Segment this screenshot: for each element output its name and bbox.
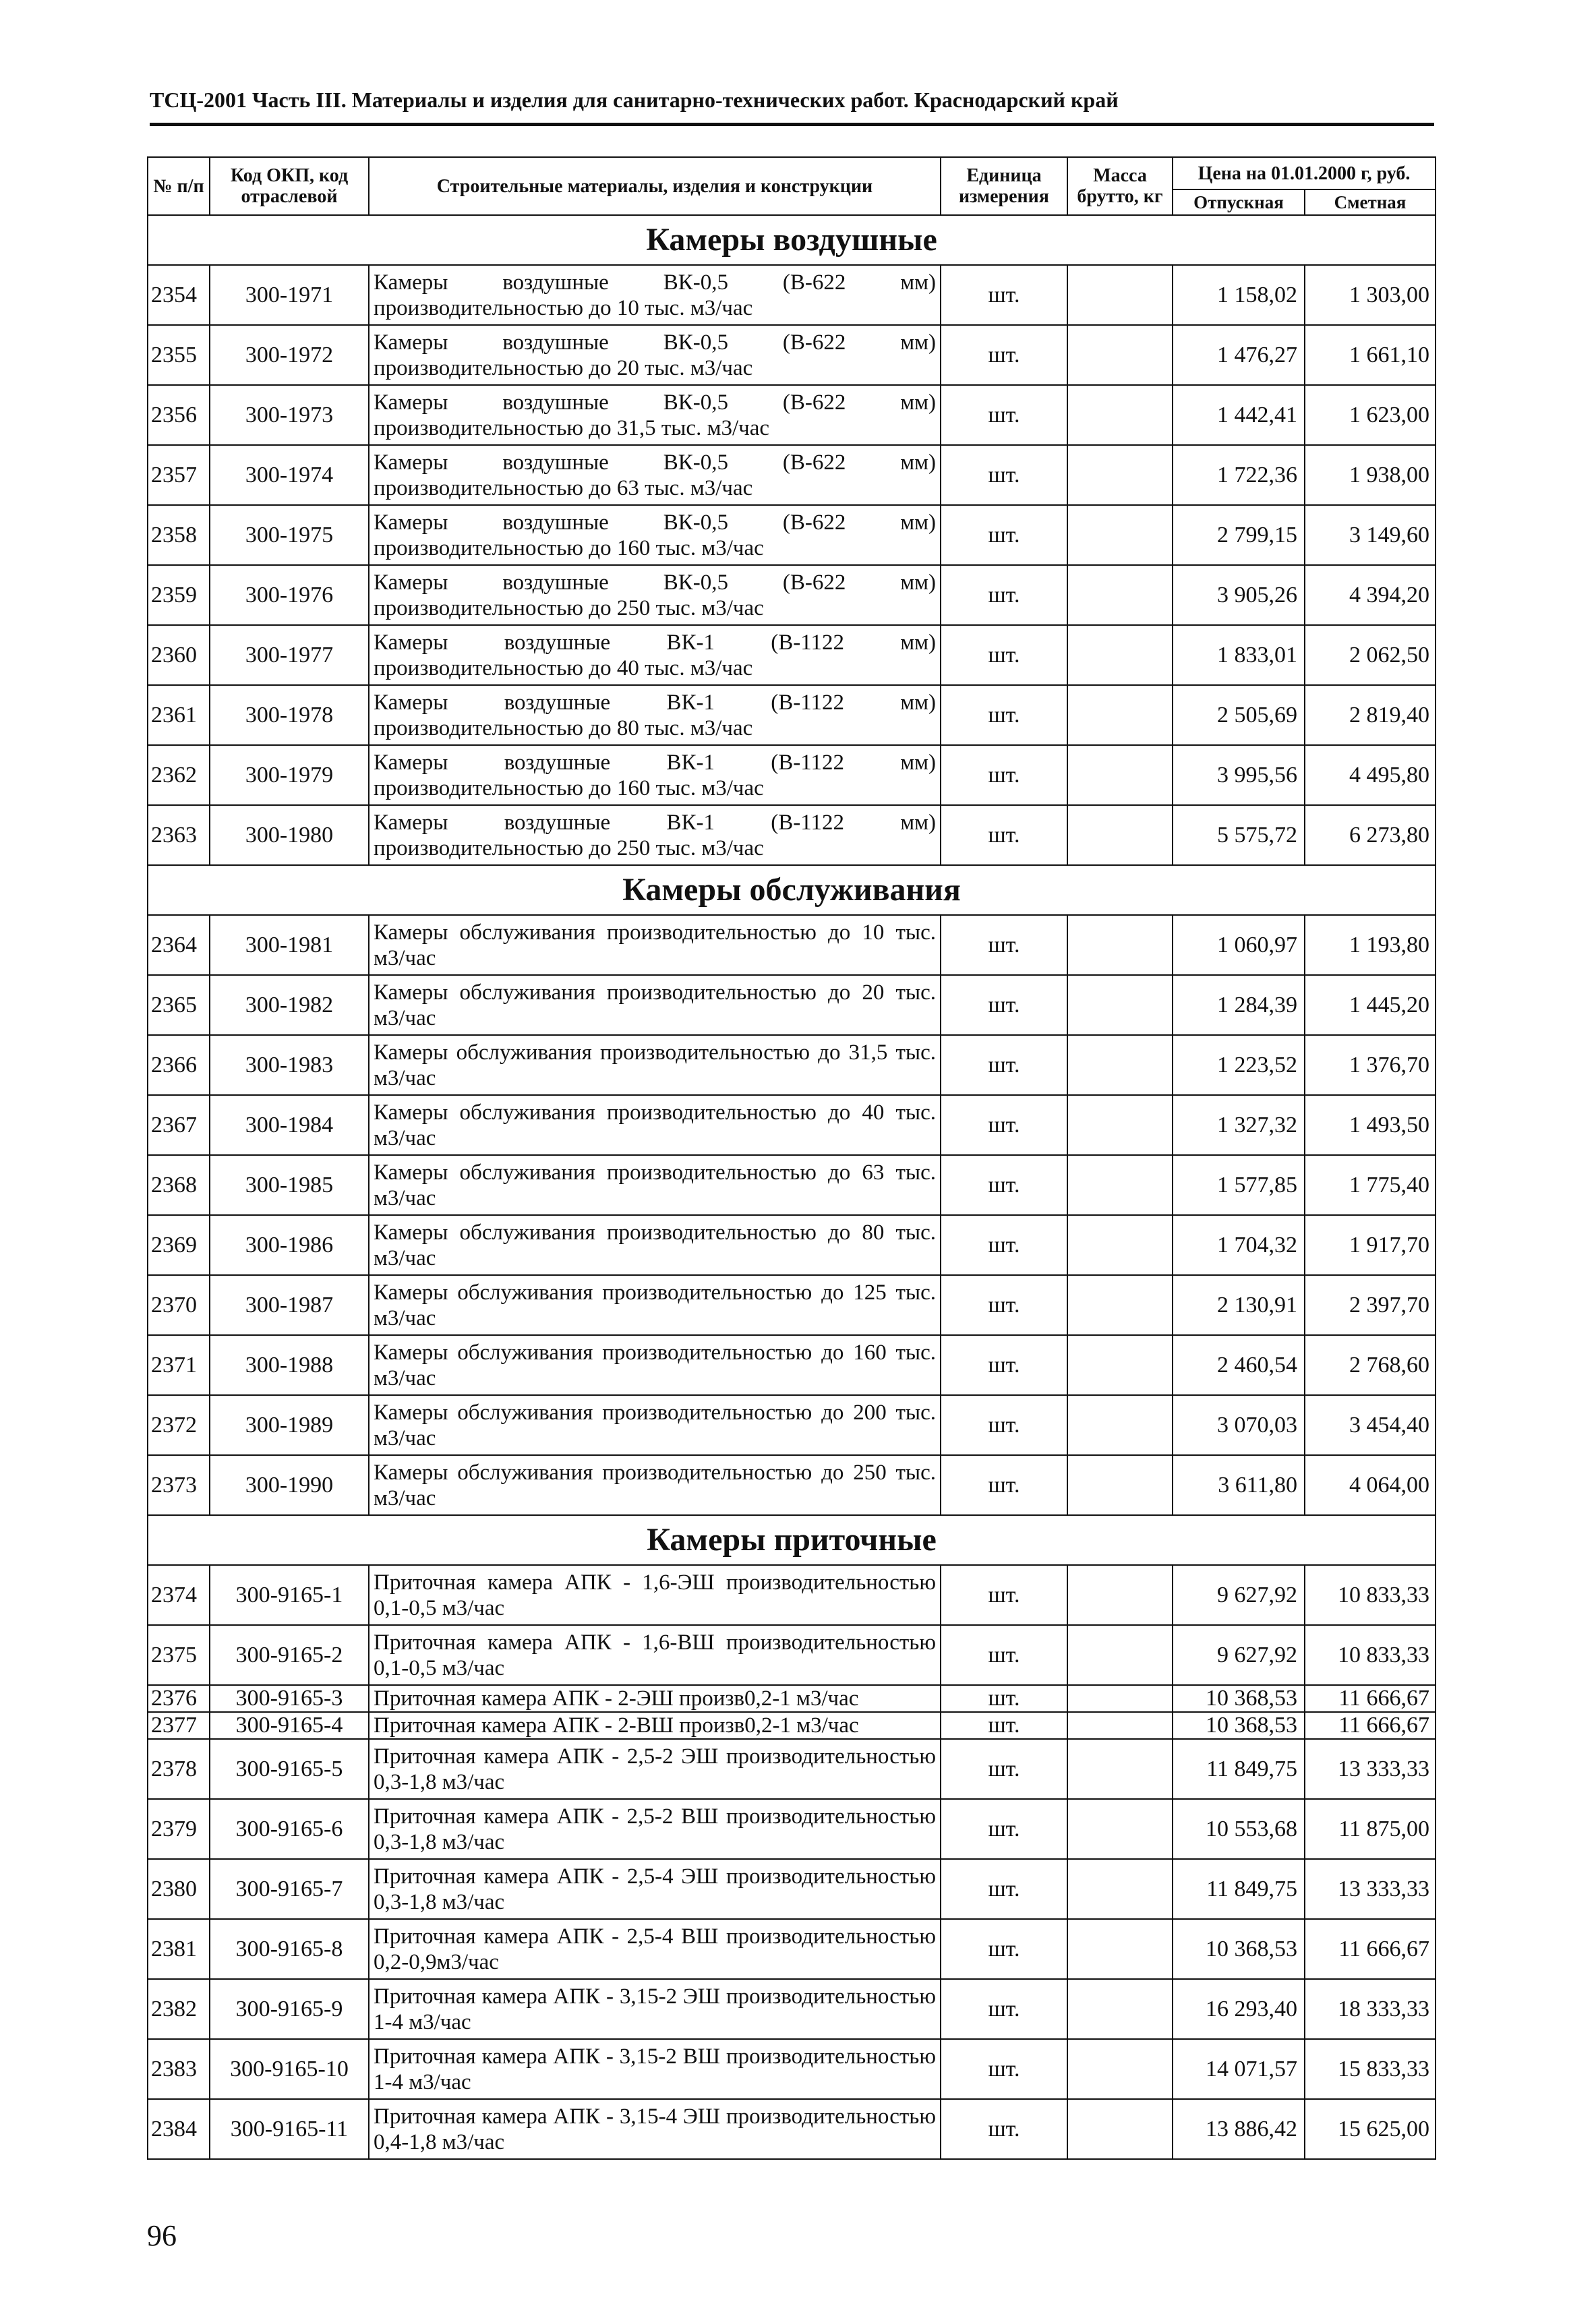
row-price-estimate: 10 833,33: [1305, 1565, 1436, 1625]
row-number: 2373: [148, 1455, 210, 1515]
row-name: Камеры обслуживания производительностью до 200 тыс. м3/час: [369, 1395, 941, 1455]
table-row: [148, 2039, 1436, 2099]
row-mass: [1067, 1625, 1173, 1685]
row-name: Приточная камера АПК - 1,6-ЭШ производительностью 0,1-0,5 м3/час: [369, 1565, 941, 1625]
row-name: Приточная камера АПК - 3,15-2 ВШ производительностью 1-4 м3/час: [369, 2039, 941, 2099]
table-row: [148, 1859, 1436, 1919]
row-mass: [1067, 445, 1173, 505]
row-number: 2361: [148, 685, 210, 745]
header-unit: Единица измерения: [941, 157, 1067, 215]
row-name: Камеры воздушные ВК-1 (В-1122 мм) производительностью до 250 тыс. м3/час: [369, 805, 941, 865]
row-code: 300-9165-3: [210, 1685, 369, 1712]
row-number: 2365: [148, 975, 210, 1035]
row-name: Приточная камера АПК - 2-ЭШ произв0,2-1 м3/час: [369, 1685, 941, 1712]
row-code: 300-1973: [210, 385, 369, 445]
row-unit: шт.: [941, 1859, 1067, 1919]
row-mass: [1067, 1712, 1173, 1739]
row-price-release: 2 799,15: [1173, 505, 1305, 565]
row-mass: [1067, 1335, 1173, 1395]
row-number: 2367: [148, 1095, 210, 1155]
row-number: 2363: [148, 805, 210, 865]
row-mass: [1067, 1565, 1173, 1625]
row-name: Камеры воздушные ВК-1 (В-1122 мм) производительностью до 160 тыс. м3/час: [369, 745, 941, 805]
row-name: Камеры воздушные ВК-0,5 (В-622 мм) производительностью до 63 тыс. м3/час: [369, 445, 941, 505]
row-number: 2369: [148, 1215, 210, 1275]
row-number: 2368: [148, 1155, 210, 1215]
table-row: [148, 1712, 1436, 1739]
row-number: 2364: [148, 915, 210, 975]
row-code: 300-9165-11: [210, 2099, 369, 2159]
row-name: Приточная камера АПК - 2,5-2 ВШ производительностью 0,3-1,8 м3/час: [369, 1799, 941, 1859]
row-price-estimate: 6 273,80: [1305, 805, 1436, 865]
row-mass: [1067, 975, 1173, 1035]
row-unit: шт.: [941, 2039, 1067, 2099]
row-price-release: 3 070,03: [1173, 1395, 1305, 1455]
row-code: 300-1976: [210, 565, 369, 625]
row-mass: [1067, 1155, 1173, 1215]
row-unit: шт.: [941, 1919, 1067, 1979]
row-unit: шт.: [941, 915, 1067, 975]
row-price-release: 11 849,75: [1173, 1859, 1305, 1919]
row-price-estimate: 3 454,40: [1305, 1395, 1436, 1455]
row-name: Приточная камера АПК - 3,15-4 ЭШ производительностью 0,4-1,8 м3/час: [369, 2099, 941, 2159]
row-mass: [1067, 1739, 1173, 1799]
row-mass: [1067, 1799, 1173, 1859]
row-mass: [1067, 265, 1173, 325]
row-unit: шт.: [941, 505, 1067, 565]
row-price-release: 1 577,85: [1173, 1155, 1305, 1215]
row-mass: [1067, 745, 1173, 805]
row-price-release: 9 627,92: [1173, 1565, 1305, 1625]
row-unit: шт.: [941, 975, 1067, 1035]
table-row: [148, 1215, 1436, 1275]
row-mass: [1067, 565, 1173, 625]
row-number: 2382: [148, 1979, 210, 2039]
row-code: 300-1986: [210, 1215, 369, 1275]
row-price-release: 1 704,32: [1173, 1215, 1305, 1275]
row-code: 300-1989: [210, 1395, 369, 1455]
row-code: 300-9165-9: [210, 1979, 369, 2039]
row-price-estimate: 1 303,00: [1305, 265, 1436, 325]
row-mass: [1067, 1215, 1173, 1275]
row-price-estimate: 18 333,33: [1305, 1979, 1436, 2039]
row-price-estimate: 1 775,40: [1305, 1155, 1436, 1215]
row-price-estimate: 15 625,00: [1305, 2099, 1436, 2159]
table-row: [148, 975, 1436, 1035]
row-mass: [1067, 625, 1173, 685]
row-price-estimate: 11 666,67: [1305, 1712, 1436, 1739]
row-code: 300-1975: [210, 505, 369, 565]
row-unit: шт.: [941, 745, 1067, 805]
row-price-release: 14 071,57: [1173, 2039, 1305, 2099]
row-number: 2362: [148, 745, 210, 805]
table-row: [148, 1979, 1436, 2039]
row-price-release: 1 223,52: [1173, 1035, 1305, 1095]
row-mass: [1067, 685, 1173, 745]
row-mass: [1067, 2039, 1173, 2099]
row-unit: шт.: [941, 805, 1067, 865]
row-price-release: 9 627,92: [1173, 1625, 1305, 1685]
row-unit: шт.: [941, 1685, 1067, 1712]
row-code: 300-1981: [210, 915, 369, 975]
row-price-estimate: 4 495,80: [1305, 745, 1436, 805]
table-row: [148, 1395, 1436, 1455]
row-number: 2358: [148, 505, 210, 565]
row-name: Камеры обслуживания производительностью до 63 тыс. м3/час: [369, 1155, 941, 1215]
row-price-release: 10 368,53: [1173, 1919, 1305, 1979]
row-code: 300-1988: [210, 1335, 369, 1395]
row-mass: [1067, 325, 1173, 385]
table-body: [148, 215, 1436, 2159]
page-header: ТСЦ-2001 Часть III. Материалы и изделия для санитарно-технических работ. Краснодарский край: [150, 88, 1119, 112]
row-code: 300-1972: [210, 325, 369, 385]
table-row: [148, 1625, 1436, 1685]
section-row: [148, 215, 1436, 265]
row-unit: шт.: [941, 1215, 1067, 1275]
table-row: [148, 915, 1436, 975]
row-number: 2357: [148, 445, 210, 505]
row-price-estimate: 3 149,60: [1305, 505, 1436, 565]
row-name: Камеры обслуживания производительностью до 10 тыс. м3/час: [369, 915, 941, 975]
row-mass: [1067, 505, 1173, 565]
table-row: [148, 325, 1436, 385]
row-unit: шт.: [941, 1625, 1067, 1685]
row-unit: шт.: [941, 1455, 1067, 1515]
row-number: 2384: [148, 2099, 210, 2159]
row-unit: шт.: [941, 385, 1067, 445]
row-price-estimate: 1 376,70: [1305, 1035, 1436, 1095]
row-number: 2360: [148, 625, 210, 685]
table-row: [148, 805, 1436, 865]
header-num: № п/п: [148, 157, 210, 215]
row-price-release: 2 505,69: [1173, 685, 1305, 745]
row-number: 2355: [148, 325, 210, 385]
row-unit: шт.: [941, 2099, 1067, 2159]
row-code: 300-1978: [210, 685, 369, 745]
section-title: Камеры приточные: [148, 1515, 1436, 1565]
row-price-release: 1 327,32: [1173, 1095, 1305, 1155]
table-row: [148, 1919, 1436, 1979]
table-row: [148, 1095, 1436, 1155]
row-code: 300-1985: [210, 1155, 369, 1215]
row-price-release: 5 575,72: [1173, 805, 1305, 865]
row-price-estimate: 1 193,80: [1305, 915, 1436, 975]
row-name: Камеры воздушные ВК-0,5 (В-622 мм) производительностью до 160 тыс. м3/час: [369, 505, 941, 565]
row-price-estimate: 1 445,20: [1305, 975, 1436, 1035]
row-number: 2376: [148, 1685, 210, 1712]
row-code: 300-1983: [210, 1035, 369, 1095]
row-number: 2371: [148, 1335, 210, 1395]
row-price-estimate: 11 875,00: [1305, 1799, 1436, 1859]
row-code: 300-1971: [210, 265, 369, 325]
row-price-estimate: 2 062,50: [1305, 625, 1436, 685]
row-price-release: 3 905,26: [1173, 565, 1305, 625]
row-price-release: 10 553,68: [1173, 1799, 1305, 1859]
row-price-release: 1 060,97: [1173, 915, 1305, 975]
row-name: Приточная камера АПК - 2,5-4 ВШ производительностью 0,2-0,9м3/час: [369, 1919, 941, 1979]
row-mass: [1067, 1979, 1173, 2039]
row-mass: [1067, 1395, 1173, 1455]
table-row: [148, 745, 1436, 805]
section-title: Камеры воздушные: [148, 215, 1436, 265]
row-price-release: 11 849,75: [1173, 1739, 1305, 1799]
row-unit: шт.: [941, 1565, 1067, 1625]
row-number: 2377: [148, 1712, 210, 1739]
row-price-release: 3 995,56: [1173, 745, 1305, 805]
row-name: Камеры воздушные ВК-1 (В-1122 мм) производительностью до 40 тыс. м3/час: [369, 625, 941, 685]
row-price-estimate: 4 064,00: [1305, 1455, 1436, 1515]
row-code: 300-1979: [210, 745, 369, 805]
row-unit: шт.: [941, 1095, 1067, 1155]
table-row: [148, 1275, 1436, 1335]
row-price-estimate: 11 666,67: [1305, 1685, 1436, 1712]
row-unit: шт.: [941, 1155, 1067, 1215]
table-row: [148, 1739, 1436, 1799]
table-row: [148, 1685, 1436, 1712]
table-row: [148, 1799, 1436, 1859]
row-number: 2375: [148, 1625, 210, 1685]
row-name: Камеры обслуживания производительностью до 250 тыс. м3/час: [369, 1455, 941, 1515]
row-mass: [1067, 1455, 1173, 1515]
row-code: 300-9165-6: [210, 1799, 369, 1859]
header-code: Код ОКП, код отраслевой: [210, 157, 369, 215]
row-number: 2356: [148, 385, 210, 445]
section-row: [148, 1515, 1436, 1565]
table-row: [148, 1155, 1436, 1215]
row-unit: шт.: [941, 1035, 1067, 1095]
row-mass: [1067, 805, 1173, 865]
row-mass: [1067, 2099, 1173, 2159]
row-mass: [1067, 1919, 1173, 1979]
row-code: 300-9165-1: [210, 1565, 369, 1625]
row-price-release: 2 130,91: [1173, 1275, 1305, 1335]
row-price-estimate: 2 768,60: [1305, 1335, 1436, 1395]
table-row: [148, 625, 1436, 685]
row-price-estimate: 15 833,33: [1305, 2039, 1436, 2099]
price-table: [147, 156, 1436, 2160]
row-code: 300-9165-5: [210, 1739, 369, 1799]
row-price-release: 1 158,02: [1173, 265, 1305, 325]
row-price-estimate: 2 397,70: [1305, 1275, 1436, 1335]
row-price-estimate: 13 333,33: [1305, 1739, 1436, 1799]
row-name: Приточная камера АПК - 3,15-2 ЭШ производительностью 1-4 м3/час: [369, 1979, 941, 2039]
row-number: 2370: [148, 1275, 210, 1335]
row-name: Приточная камера АПК - 2,5-2 ЭШ производительностью 0,3-1,8 м3/час: [369, 1739, 941, 1799]
row-code: 300-1982: [210, 975, 369, 1035]
header-name: Строительные материалы, изделия и конструкции: [369, 157, 941, 215]
row-unit: шт.: [941, 1395, 1067, 1455]
header-mass: Масса брутто, кг: [1067, 157, 1173, 215]
table-row: [148, 505, 1436, 565]
section-title: Камеры обслуживания: [148, 865, 1436, 915]
row-price-estimate: 1 623,00: [1305, 385, 1436, 445]
row-code: 300-9165-4: [210, 1712, 369, 1739]
row-code: 300-1980: [210, 805, 369, 865]
row-price-release: 2 460,54: [1173, 1335, 1305, 1395]
row-price-release: 13 886,42: [1173, 2099, 1305, 2159]
row-price-release: 1 833,01: [1173, 625, 1305, 685]
row-unit: шт.: [941, 1979, 1067, 2039]
row-name: Камеры обслуживания производительностью до 160 тыс. м3/час: [369, 1335, 941, 1395]
row-code: 300-9165-7: [210, 1859, 369, 1919]
row-price-release: 1 722,36: [1173, 445, 1305, 505]
row-code: 300-1990: [210, 1455, 369, 1515]
row-name: Камеры обслуживания производительностью до 20 тыс. м3/час: [369, 975, 941, 1035]
page-number: 96: [147, 2219, 177, 2252]
row-mass: [1067, 1685, 1173, 1712]
row-number: 2354: [148, 265, 210, 325]
row-name: Камеры обслуживания производительностью до 40 тыс. м3/час: [369, 1095, 941, 1155]
row-number: 2372: [148, 1395, 210, 1455]
row-mass: [1067, 1275, 1173, 1335]
header-rule: [150, 123, 1434, 126]
row-name: Камеры обслуживания производительностью до 80 тыс. м3/час: [369, 1215, 941, 1275]
row-name: Камеры воздушные ВК-1 (В-1122 мм) производительностью до 80 тыс. м3/час: [369, 685, 941, 745]
row-price-estimate: 1 917,70: [1305, 1215, 1436, 1275]
row-number: 2374: [148, 1565, 210, 1625]
row-unit: шт.: [941, 265, 1067, 325]
row-name: Камеры воздушные ВК-0,5 (В-622 мм) производительностью до 20 тыс. м3/час: [369, 325, 941, 385]
row-unit: шт.: [941, 1275, 1067, 1335]
row-mass: [1067, 385, 1173, 445]
row-price-estimate: 1 938,00: [1305, 445, 1436, 505]
row-number: 2381: [148, 1919, 210, 1979]
row-code: 300-1987: [210, 1275, 369, 1335]
row-name: Приточная камера АПК - 2,5-4 ЭШ производительностью 0,3-1,8 м3/час: [369, 1859, 941, 1919]
row-number: 2383: [148, 2039, 210, 2099]
row-mass: [1067, 1095, 1173, 1155]
row-unit: шт.: [941, 685, 1067, 745]
table-row: [148, 1455, 1436, 1515]
row-unit: шт.: [941, 625, 1067, 685]
row-code: 300-9165-8: [210, 1919, 369, 1979]
row-number: 2366: [148, 1035, 210, 1095]
row-name: Приточная камера АПК - 1,6-ВШ производительностью 0,1-0,5 м3/час: [369, 1625, 941, 1685]
row-price-release: 10 368,53: [1173, 1685, 1305, 1712]
row-price-release: 1 476,27: [1173, 325, 1305, 385]
row-name: Камеры воздушные ВК-0,5 (В-622 мм) производительностью до 250 тыс. м3/час: [369, 565, 941, 625]
row-name: Камеры воздушные ВК-0,5 (В-622 мм) производительностью до 10 тыс. м3/час: [369, 265, 941, 325]
row-number: 2378: [148, 1739, 210, 1799]
row-mass: [1067, 1035, 1173, 1095]
table-row: [148, 445, 1436, 505]
row-number: 2380: [148, 1859, 210, 1919]
row-price-release: 16 293,40: [1173, 1979, 1305, 2039]
row-price-estimate: 2 819,40: [1305, 685, 1436, 745]
row-unit: шт.: [941, 1739, 1067, 1799]
row-code: 300-1974: [210, 445, 369, 505]
row-code: 300-9165-2: [210, 1625, 369, 1685]
header-price-release: Отпускная: [1173, 189, 1305, 215]
row-price-release: 1 442,41: [1173, 385, 1305, 445]
row-code: 300-1984: [210, 1095, 369, 1155]
row-name: Камеры обслуживания производительностью до 125 тыс. м3/час: [369, 1275, 941, 1335]
table-row: [148, 565, 1436, 625]
row-price-estimate: 1 493,50: [1305, 1095, 1436, 1155]
row-price-estimate: 10 833,33: [1305, 1625, 1436, 1685]
row-name: Камеры обслуживания производительностью до 31,5 тыс. м3/час: [369, 1035, 941, 1095]
table-row: [148, 1565, 1436, 1625]
row-code: 300-1977: [210, 625, 369, 685]
row-name: Камеры воздушные ВК-0,5 (В-622 мм) производительностью до 31,5 тыс. м3/час: [369, 385, 941, 445]
row-price-estimate: 13 333,33: [1305, 1859, 1436, 1919]
row-price-estimate: 11 666,67: [1305, 1919, 1436, 1979]
row-unit: шт.: [941, 1712, 1067, 1739]
table-row: [148, 685, 1436, 745]
table-row: [148, 1335, 1436, 1395]
table-row: [148, 1035, 1436, 1095]
row-price-estimate: 4 394,20: [1305, 565, 1436, 625]
row-price-release: 10 368,53: [1173, 1712, 1305, 1739]
header-price-estimate: Сметная: [1305, 189, 1436, 215]
table-row: [148, 2099, 1436, 2159]
row-number: 2379: [148, 1799, 210, 1859]
row-price-release: 1 284,39: [1173, 975, 1305, 1035]
header-price: Цена на 01.01.2000 г, руб.: [1173, 157, 1436, 189]
row-price-release: 3 611,80: [1173, 1455, 1305, 1515]
table-row: [148, 385, 1436, 445]
row-unit: шт.: [941, 445, 1067, 505]
section-row: [148, 865, 1436, 915]
row-price-estimate: 1 661,10: [1305, 325, 1436, 385]
row-name: Приточная камера АПК - 2-ВШ произв0,2-1 м3/час: [369, 1712, 941, 1739]
row-unit: шт.: [941, 1799, 1067, 1859]
table-row: [148, 265, 1436, 325]
row-mass: [1067, 915, 1173, 975]
row-mass: [1067, 1859, 1173, 1919]
row-unit: шт.: [941, 565, 1067, 625]
row-code: 300-9165-10: [210, 2039, 369, 2099]
row-number: 2359: [148, 565, 210, 625]
row-unit: шт.: [941, 1335, 1067, 1395]
row-unit: шт.: [941, 325, 1067, 385]
